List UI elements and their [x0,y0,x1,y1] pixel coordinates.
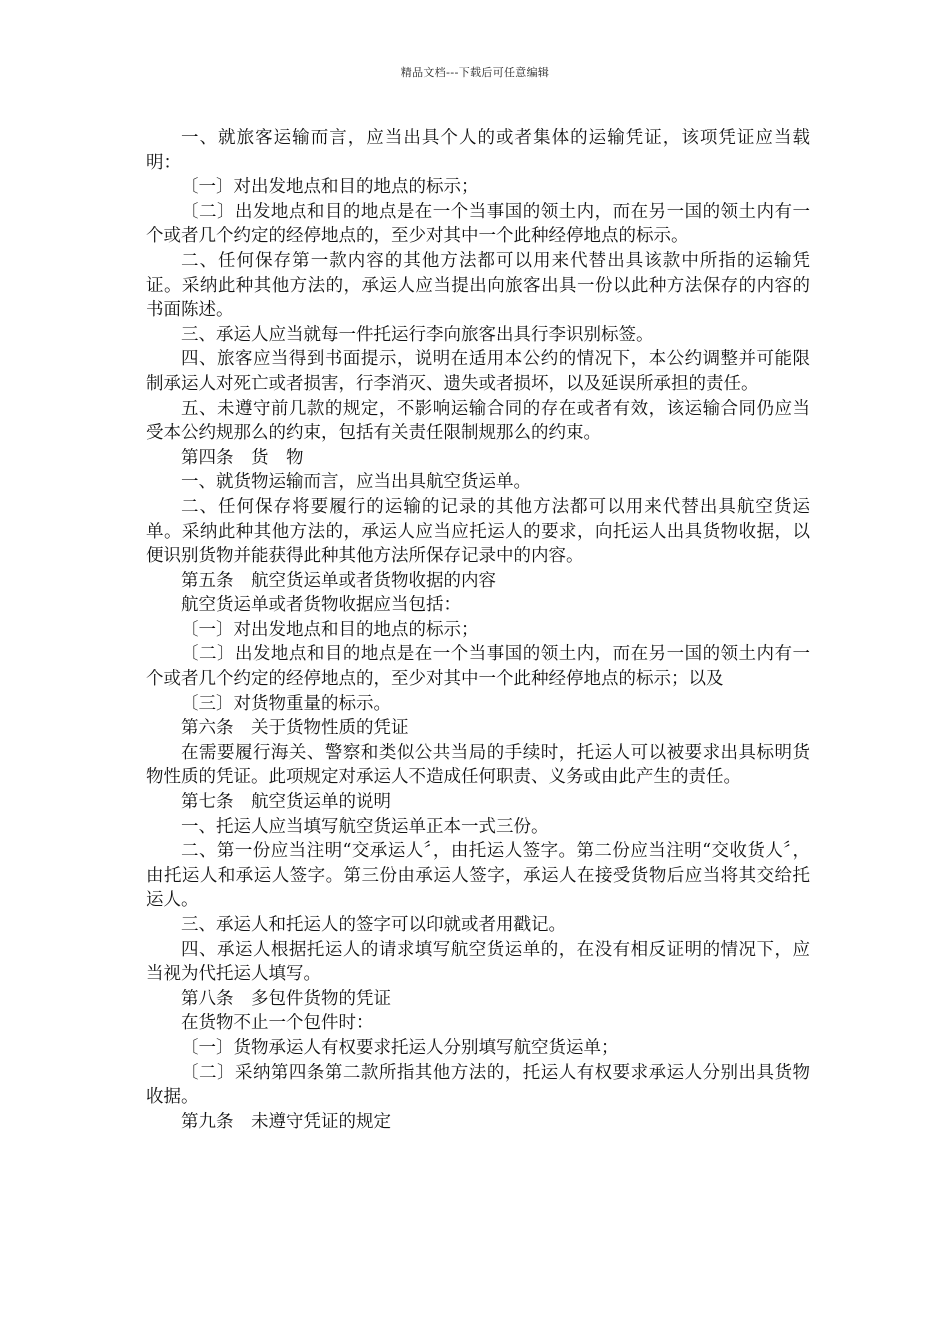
article-heading: 第四条 货 物 [181,447,304,468]
paragraph: 〔二〕出发地点和目的地点是在一个当事国的领土内，而在另一国的领土内有一个或者几个约定的经停地点的，至少对其中一个此种经停地点的标示。 [146,201,810,247]
paragraph: 在货物不止一个包件时： [181,1013,374,1034]
paragraph: 〔二〕采纳第四条第二款所指其他方法的，托运人有权要求承运人分别出具货物收据。 [146,1062,810,1108]
article-heading: 第六条 关于货物性质的凭证 [181,718,409,739]
paragraph: 五、未遵守前几款的规定，不影响运输合同的存在或者有效，该运输合同仍应当受本公约规那么的约束，包括有关责任限制规那么的约束。 [146,398,810,444]
paragraph: 〔二〕出发地点和目的地点是在一个当事国的领土内，而在另一国的领土内有一个或者几个约定的经停地点的，至少对其中一个此种经停地点的标示；以及 [146,644,810,690]
article-heading: 第八条 多包件货物的凭证 [181,988,391,1009]
article-heading: 第五条 航空货运单或者货物收据的内容 [181,570,496,591]
paragraph: 三、承运人应当就每一件托运行李向旅客出具行李识别标签。 [181,324,654,345]
page-header: 精品文档---下载后可任意编辑 [400,66,550,79]
paragraph: 在需要履行海关、警察和类似公共当局的手续时，托运人可以被要求出具标明货物性质的凭证。此项规定对承运人不造成任何职责、义务或由此产生的责任。 [146,742,810,788]
paragraph: 航空货运单或者货物收据应当包括： [181,595,461,616]
paragraph: 四、承运人根据托运人的请求填写航空货运单的，在没有相反证明的情况下，应当视为代托运人填写。 [146,939,810,985]
article-heading: 第七条 航空货运单的说明 [181,792,391,813]
paragraph: 四、旅客应当得到书面提示，说明在适用本公约的情况下，本公约调整并可能限制承运人对死亡或者损害，行李消灭、遗失或者损坏，以及延误所承担的责任。 [146,349,810,394]
paragraph: 三、承运人和托运人的签字可以印就或者用戳记。 [181,915,566,935]
paragraph: 二、任何保存将要履行的运输的记录的其他方法都可以用来代替出具航空货运单。采纳此种其他方法的，承运人应当应托运人的要求，向托运人出具货物收据，以便识别货物并能获得此种其他方法所保存记录中的内容。 [146,496,810,567]
paragraph: 二、任何保存第一款内容的其他方法都可以用来代替出具该款中所指的运输凭证。采纳此种其他方法的，承运人应当提出向旅客出具一份以此种方法保存的内容的书面陈述。 [146,250,810,321]
document-body [146,126,810,1134]
paragraph: 〔一〕货物承运人有权要求托运人分别填写航空货运单； [181,1037,619,1058]
paragraph: 一、托运人应当填写航空货运单正本一式三份。 [181,816,549,837]
paragraph: 一、就货物运输而言，应当出具航空货运单。 [181,472,531,493]
paragraph: 一、就旅客运输而言，应当出具个人的或者集体的运输凭证，该项凭证应当载明： [146,128,810,173]
paragraph: 二、第一份应当注明“交承运人〞，由托运人签字。第二份应当注明“交收货人〞，由托运人和承运人签字。第三份由承运人签字，承运人在接受货物后应当将其交给托运人。 [146,841,810,911]
paragraph: 〔一〕对出发地点和目的地点的标示； [181,177,479,198]
paragraph: 〔三〕对货物重量的标示。 [181,693,391,714]
paragraph: 〔一〕对出发地点和目的地点的标示； [181,619,479,640]
article-heading: 第九条 未遵守凭证的规定 [181,1111,391,1132]
